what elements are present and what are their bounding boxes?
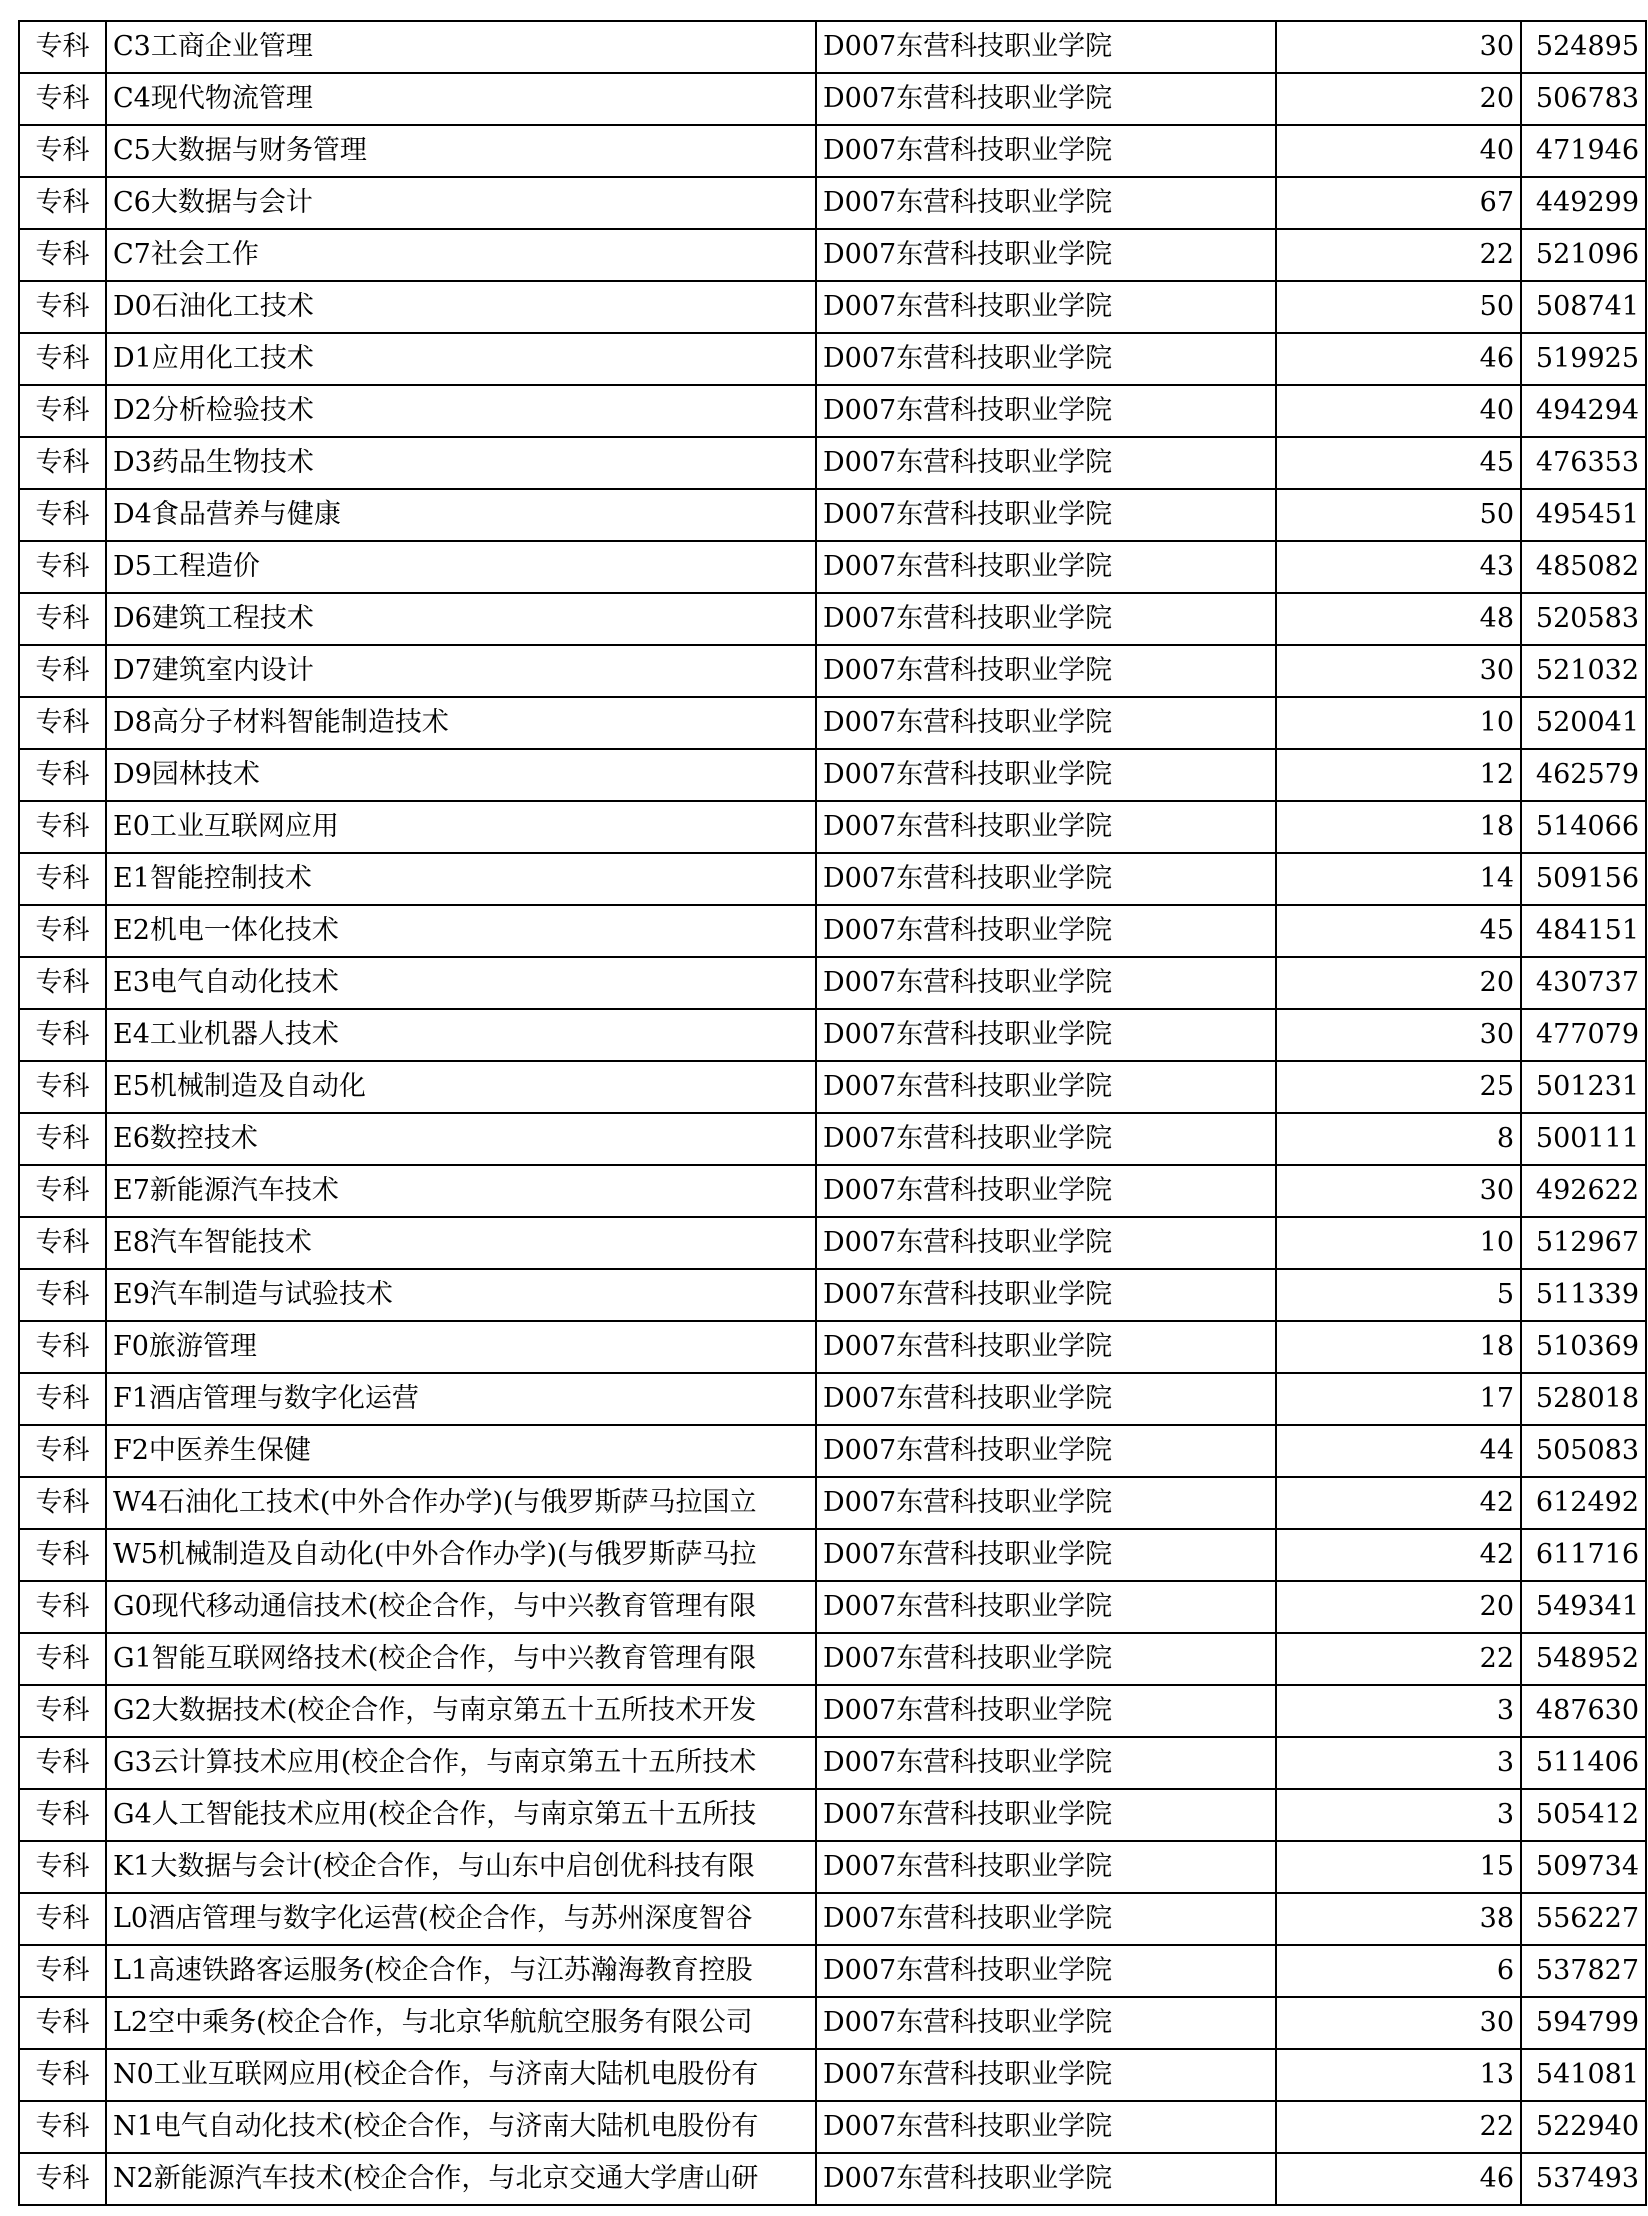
major-cell: E4工业机器人技术 xyxy=(106,1009,816,1061)
plan-count-cell: 46 xyxy=(1276,2153,1521,2205)
min-rank-cell: 594799 xyxy=(1521,1997,1646,2049)
admission-table xyxy=(18,20,1647,2206)
school-cell: D007东营科技职业学院 xyxy=(816,177,1276,229)
school-cell: D007东营科技职业学院 xyxy=(816,21,1276,73)
major-cell: E8汽车智能技术 xyxy=(106,1217,816,1269)
min-rank-cell: 514066 xyxy=(1521,801,1646,853)
min-rank-cell: 487630 xyxy=(1521,1685,1646,1737)
plan-count-cell: 40 xyxy=(1276,385,1521,437)
level-cell: 专科 xyxy=(19,1581,106,1633)
table-row xyxy=(19,437,1646,489)
level-cell: 专科 xyxy=(19,177,106,229)
table-row xyxy=(19,1997,1646,2049)
school-cell: D007东营科技职业学院 xyxy=(816,1217,1276,1269)
level-cell: 专科 xyxy=(19,697,106,749)
plan-count-cell: 12 xyxy=(1276,749,1521,801)
plan-count-cell: 15 xyxy=(1276,1841,1521,1893)
min-rank-cell: 430737 xyxy=(1521,957,1646,1009)
school-cell: D007东营科技职业学院 xyxy=(816,1945,1276,1997)
plan-count-cell: 3 xyxy=(1276,1737,1521,1789)
plan-count-cell: 45 xyxy=(1276,437,1521,489)
plan-count-cell: 13 xyxy=(1276,2049,1521,2101)
school-cell: D007东营科技职业学院 xyxy=(816,2049,1276,2101)
plan-count-cell: 67 xyxy=(1276,177,1521,229)
table-row xyxy=(19,1321,1646,1373)
min-rank-cell: 541081 xyxy=(1521,2049,1646,2101)
table-row xyxy=(19,1529,1646,1581)
plan-count-cell: 10 xyxy=(1276,697,1521,749)
level-cell: 专科 xyxy=(19,801,106,853)
table-row xyxy=(19,1217,1646,1269)
school-cell: D007东营科技职业学院 xyxy=(816,2153,1276,2205)
major-cell: D5工程造价 xyxy=(106,541,816,593)
level-cell: 专科 xyxy=(19,593,106,645)
level-cell: 专科 xyxy=(19,1997,106,2049)
min-rank-cell: 537493 xyxy=(1521,2153,1646,2205)
plan-count-cell: 22 xyxy=(1276,2101,1521,2153)
plan-count-cell: 18 xyxy=(1276,801,1521,853)
level-cell: 专科 xyxy=(19,229,106,281)
level-cell: 专科 xyxy=(19,1425,106,1477)
table-row xyxy=(19,2049,1646,2101)
plan-count-cell: 45 xyxy=(1276,905,1521,957)
table-row xyxy=(19,1737,1646,1789)
level-cell: 专科 xyxy=(19,957,106,1009)
min-rank-cell: 508741 xyxy=(1521,281,1646,333)
min-rank-cell: 462579 xyxy=(1521,749,1646,801)
school-cell: D007东营科技职业学院 xyxy=(816,1893,1276,1945)
min-rank-cell: 537827 xyxy=(1521,1945,1646,1997)
table-row xyxy=(19,749,1646,801)
major-cell: L0酒店管理与数字化运营(校企合作，与苏州深度智谷 xyxy=(106,1893,816,1945)
plan-count-cell: 38 xyxy=(1276,1893,1521,1945)
min-rank-cell: 494294 xyxy=(1521,385,1646,437)
school-cell: D007东营科技职业学院 xyxy=(816,73,1276,125)
plan-count-cell: 30 xyxy=(1276,1165,1521,1217)
school-cell: D007东营科技职业学院 xyxy=(816,905,1276,957)
school-cell: D007东营科技职业学院 xyxy=(816,385,1276,437)
table-row xyxy=(19,1789,1646,1841)
min-rank-cell: 509156 xyxy=(1521,853,1646,905)
min-rank-cell: 501231 xyxy=(1521,1061,1646,1113)
school-cell: D007东营科技职业学院 xyxy=(816,125,1276,177)
plan-count-cell: 10 xyxy=(1276,1217,1521,1269)
table-row xyxy=(19,1061,1646,1113)
plan-count-cell: 30 xyxy=(1276,1997,1521,2049)
major-cell: L1高速铁路客运服务(校企合作，与江苏瀚海教育控股 xyxy=(106,1945,816,1997)
school-cell: D007东营科技职业学院 xyxy=(816,593,1276,645)
school-cell: D007东营科技职业学院 xyxy=(816,1997,1276,2049)
table-row xyxy=(19,1113,1646,1165)
min-rank-cell: 506783 xyxy=(1521,73,1646,125)
table-row xyxy=(19,1009,1646,1061)
school-cell: D007东营科技职业学院 xyxy=(816,801,1276,853)
level-cell: 专科 xyxy=(19,541,106,593)
plan-count-cell: 20 xyxy=(1276,1581,1521,1633)
table-row xyxy=(19,2101,1646,2153)
major-cell: D6建筑工程技术 xyxy=(106,593,816,645)
min-rank-cell: 477079 xyxy=(1521,1009,1646,1061)
plan-count-cell: 6 xyxy=(1276,1945,1521,1997)
table-body xyxy=(19,21,1646,2205)
min-rank-cell: 512967 xyxy=(1521,1217,1646,1269)
major-cell: F1酒店管理与数字化运营 xyxy=(106,1373,816,1425)
plan-count-cell: 30 xyxy=(1276,645,1521,697)
plan-count-cell: 44 xyxy=(1276,1425,1521,1477)
major-cell: D8高分子材料智能制造技术 xyxy=(106,697,816,749)
level-cell: 专科 xyxy=(19,853,106,905)
plan-count-cell: 25 xyxy=(1276,1061,1521,1113)
major-cell: F0旅游管理 xyxy=(106,1321,816,1373)
major-cell: E9汽车制造与试验技术 xyxy=(106,1269,816,1321)
major-cell: N0工业互联网应用(校企合作，与济南大陆机电股份有 xyxy=(106,2049,816,2101)
min-rank-cell: 509734 xyxy=(1521,1841,1646,1893)
min-rank-cell: 524895 xyxy=(1521,21,1646,73)
major-cell: W4石油化工技术(中外合作办学)(与俄罗斯萨马拉国立 xyxy=(106,1477,816,1529)
level-cell: 专科 xyxy=(19,1529,106,1581)
level-cell: 专科 xyxy=(19,749,106,801)
school-cell: D007东营科技职业学院 xyxy=(816,1321,1276,1373)
min-rank-cell: 471946 xyxy=(1521,125,1646,177)
level-cell: 专科 xyxy=(19,385,106,437)
table-row xyxy=(19,1477,1646,1529)
min-rank-cell: 520041 xyxy=(1521,697,1646,749)
major-cell: N1电气自动化技术(校企合作，与济南大陆机电股份有 xyxy=(106,2101,816,2153)
table-row xyxy=(19,1945,1646,1997)
level-cell: 专科 xyxy=(19,1841,106,1893)
table-row xyxy=(19,1893,1646,1945)
plan-count-cell: 20 xyxy=(1276,957,1521,1009)
school-cell: D007东营科技职业学院 xyxy=(816,957,1276,1009)
level-cell: 专科 xyxy=(19,1477,106,1529)
min-rank-cell: 521096 xyxy=(1521,229,1646,281)
plan-count-cell: 5 xyxy=(1276,1269,1521,1321)
level-cell: 专科 xyxy=(19,437,106,489)
school-cell: D007东营科技职业学院 xyxy=(816,749,1276,801)
level-cell: 专科 xyxy=(19,2101,106,2153)
school-cell: D007东营科技职业学院 xyxy=(816,437,1276,489)
level-cell: 专科 xyxy=(19,21,106,73)
level-cell: 专科 xyxy=(19,2049,106,2101)
min-rank-cell: 522940 xyxy=(1521,2101,1646,2153)
school-cell: D007东营科技职业学院 xyxy=(816,1009,1276,1061)
table-row xyxy=(19,905,1646,957)
school-cell: D007东营科技职业学院 xyxy=(816,1113,1276,1165)
plan-count-cell: 22 xyxy=(1276,229,1521,281)
school-cell: D007东营科技职业学院 xyxy=(816,541,1276,593)
table-row xyxy=(19,21,1646,73)
major-cell: E0工业互联网应用 xyxy=(106,801,816,853)
school-cell: D007东营科技职业学院 xyxy=(816,853,1276,905)
level-cell: 专科 xyxy=(19,2153,106,2205)
major-cell: G4人工智能技术应用(校企合作，与南京第五十五所技 xyxy=(106,1789,816,1841)
table-row xyxy=(19,385,1646,437)
major-cell: E2机电一体化技术 xyxy=(106,905,816,957)
plan-count-cell: 42 xyxy=(1276,1529,1521,1581)
plan-count-cell: 46 xyxy=(1276,333,1521,385)
school-cell: D007东营科技职业学院 xyxy=(816,1685,1276,1737)
plan-count-cell: 50 xyxy=(1276,281,1521,333)
major-cell: K1大数据与会计(校企合作，与山东中启创优科技有限 xyxy=(106,1841,816,1893)
table-row xyxy=(19,957,1646,1009)
plan-count-cell: 43 xyxy=(1276,541,1521,593)
table-row xyxy=(19,801,1646,853)
school-cell: D007东营科技职业学院 xyxy=(816,333,1276,385)
level-cell: 专科 xyxy=(19,1737,106,1789)
school-cell: D007东营科技职业学院 xyxy=(816,645,1276,697)
level-cell: 专科 xyxy=(19,1321,106,1373)
level-cell: 专科 xyxy=(19,125,106,177)
table-row xyxy=(19,1165,1646,1217)
school-cell: D007东营科技职业学院 xyxy=(816,1269,1276,1321)
major-cell: G2大数据技术(校企合作，与南京第五十五所技术开发 xyxy=(106,1685,816,1737)
min-rank-cell: 528018 xyxy=(1521,1373,1646,1425)
level-cell: 专科 xyxy=(19,1113,106,1165)
table-row xyxy=(19,1841,1646,1893)
table-row xyxy=(19,281,1646,333)
level-cell: 专科 xyxy=(19,1685,106,1737)
table-row xyxy=(19,593,1646,645)
plan-count-cell: 3 xyxy=(1276,1685,1521,1737)
school-cell: D007东营科技职业学院 xyxy=(816,229,1276,281)
major-cell: C3工商企业管理 xyxy=(106,21,816,73)
major-cell: W5机械制造及自动化(中外合作办学)(与俄罗斯萨马拉 xyxy=(106,1529,816,1581)
plan-count-cell: 3 xyxy=(1276,1789,1521,1841)
min-rank-cell: 548952 xyxy=(1521,1633,1646,1685)
major-cell: E6数控技术 xyxy=(106,1113,816,1165)
level-cell: 专科 xyxy=(19,333,106,385)
plan-count-cell: 30 xyxy=(1276,1009,1521,1061)
table-row xyxy=(19,177,1646,229)
table-row xyxy=(19,73,1646,125)
plan-count-cell: 30 xyxy=(1276,21,1521,73)
major-cell: D2分析检验技术 xyxy=(106,385,816,437)
school-cell: D007东营科技职业学院 xyxy=(816,1165,1276,1217)
table-row xyxy=(19,1373,1646,1425)
major-cell: E7新能源汽车技术 xyxy=(106,1165,816,1217)
major-cell: L2空中乘务(校企合作，与北京华航航空服务有限公司 xyxy=(106,1997,816,2049)
table-row xyxy=(19,1425,1646,1477)
min-rank-cell: 612492 xyxy=(1521,1477,1646,1529)
table-row xyxy=(19,645,1646,697)
school-cell: D007东营科技职业学院 xyxy=(816,1633,1276,1685)
min-rank-cell: 521032 xyxy=(1521,645,1646,697)
school-cell: D007东营科技职业学院 xyxy=(816,1477,1276,1529)
plan-count-cell: 50 xyxy=(1276,489,1521,541)
major-cell: N2新能源汽车技术(校企合作，与北京交通大学唐山研 xyxy=(106,2153,816,2205)
school-cell: D007东营科技职业学院 xyxy=(816,1581,1276,1633)
school-cell: D007东营科技职业学院 xyxy=(816,1061,1276,1113)
school-cell: D007东营科技职业学院 xyxy=(816,697,1276,749)
major-cell: D9园林技术 xyxy=(106,749,816,801)
plan-count-cell: 17 xyxy=(1276,1373,1521,1425)
min-rank-cell: 476353 xyxy=(1521,437,1646,489)
major-cell: C6大数据与会计 xyxy=(106,177,816,229)
plan-count-cell: 18 xyxy=(1276,1321,1521,1373)
level-cell: 专科 xyxy=(19,905,106,957)
min-rank-cell: 511406 xyxy=(1521,1737,1646,1789)
min-rank-cell: 520583 xyxy=(1521,593,1646,645)
plan-count-cell: 40 xyxy=(1276,125,1521,177)
major-cell: F2中医养生保健 xyxy=(106,1425,816,1477)
table-row xyxy=(19,697,1646,749)
school-cell: D007东营科技职业学院 xyxy=(816,1529,1276,1581)
level-cell: 专科 xyxy=(19,1633,106,1685)
min-rank-cell: 611716 xyxy=(1521,1529,1646,1581)
plan-count-cell: 14 xyxy=(1276,853,1521,905)
major-cell: C5大数据与财务管理 xyxy=(106,125,816,177)
min-rank-cell: 505412 xyxy=(1521,1789,1646,1841)
min-rank-cell: 519925 xyxy=(1521,333,1646,385)
school-cell: D007东营科技职业学院 xyxy=(816,1373,1276,1425)
min-rank-cell: 495451 xyxy=(1521,489,1646,541)
major-cell: D4食品营养与健康 xyxy=(106,489,816,541)
min-rank-cell: 492622 xyxy=(1521,1165,1646,1217)
min-rank-cell: 510369 xyxy=(1521,1321,1646,1373)
table-row xyxy=(19,1581,1646,1633)
school-cell: D007东营科技职业学院 xyxy=(816,1841,1276,1893)
table-row xyxy=(19,333,1646,385)
table-row xyxy=(19,1685,1646,1737)
major-cell: D3药品生物技术 xyxy=(106,437,816,489)
school-cell: D007东营科技职业学院 xyxy=(816,1789,1276,1841)
plan-count-cell: 8 xyxy=(1276,1113,1521,1165)
min-rank-cell: 500111 xyxy=(1521,1113,1646,1165)
table-row xyxy=(19,1633,1646,1685)
level-cell: 专科 xyxy=(19,1009,106,1061)
major-cell: C7社会工作 xyxy=(106,229,816,281)
major-cell: E1智能控制技术 xyxy=(106,853,816,905)
level-cell: 专科 xyxy=(19,1373,106,1425)
major-cell: D7建筑室内设计 xyxy=(106,645,816,697)
major-cell: D0石油化工技术 xyxy=(106,281,816,333)
min-rank-cell: 549341 xyxy=(1521,1581,1646,1633)
school-cell: D007东营科技职业学院 xyxy=(816,1737,1276,1789)
plan-count-cell: 22 xyxy=(1276,1633,1521,1685)
school-cell: D007东营科技职业学院 xyxy=(816,1425,1276,1477)
major-cell: E5机械制造及自动化 xyxy=(106,1061,816,1113)
school-cell: D007东营科技职业学院 xyxy=(816,281,1276,333)
major-cell: D1应用化工技术 xyxy=(106,333,816,385)
table-row xyxy=(19,229,1646,281)
major-cell: E3电气自动化技术 xyxy=(106,957,816,1009)
level-cell: 专科 xyxy=(19,645,106,697)
table-row xyxy=(19,853,1646,905)
table-row xyxy=(19,541,1646,593)
level-cell: 专科 xyxy=(19,1945,106,1997)
table-row xyxy=(19,125,1646,177)
level-cell: 专科 xyxy=(19,489,106,541)
min-rank-cell: 449299 xyxy=(1521,177,1646,229)
major-cell: G1智能互联网络技术(校企合作，与中兴教育管理有限 xyxy=(106,1633,816,1685)
level-cell: 专科 xyxy=(19,1217,106,1269)
major-cell: G0现代移动通信技术(校企合作，与中兴教育管理有限 xyxy=(106,1581,816,1633)
level-cell: 专科 xyxy=(19,73,106,125)
level-cell: 专科 xyxy=(19,281,106,333)
table-row xyxy=(19,1269,1646,1321)
plan-count-cell: 42 xyxy=(1276,1477,1521,1529)
plan-count-cell: 48 xyxy=(1276,593,1521,645)
school-cell: D007东营科技职业学院 xyxy=(816,489,1276,541)
table-row xyxy=(19,2153,1646,2205)
plan-count-cell: 20 xyxy=(1276,73,1521,125)
table-row xyxy=(19,489,1646,541)
level-cell: 专科 xyxy=(19,1893,106,1945)
level-cell: 专科 xyxy=(19,1165,106,1217)
school-cell: D007东营科技职业学院 xyxy=(816,2101,1276,2153)
level-cell: 专科 xyxy=(19,1789,106,1841)
min-rank-cell: 556227 xyxy=(1521,1893,1646,1945)
major-cell: C4现代物流管理 xyxy=(106,73,816,125)
major-cell: G3云计算技术应用(校企合作，与南京第五十五所技术 xyxy=(106,1737,816,1789)
min-rank-cell: 511339 xyxy=(1521,1269,1646,1321)
min-rank-cell: 484151 xyxy=(1521,905,1646,957)
min-rank-cell: 505083 xyxy=(1521,1425,1646,1477)
level-cell: 专科 xyxy=(19,1061,106,1113)
min-rank-cell: 485082 xyxy=(1521,541,1646,593)
level-cell: 专科 xyxy=(19,1269,106,1321)
